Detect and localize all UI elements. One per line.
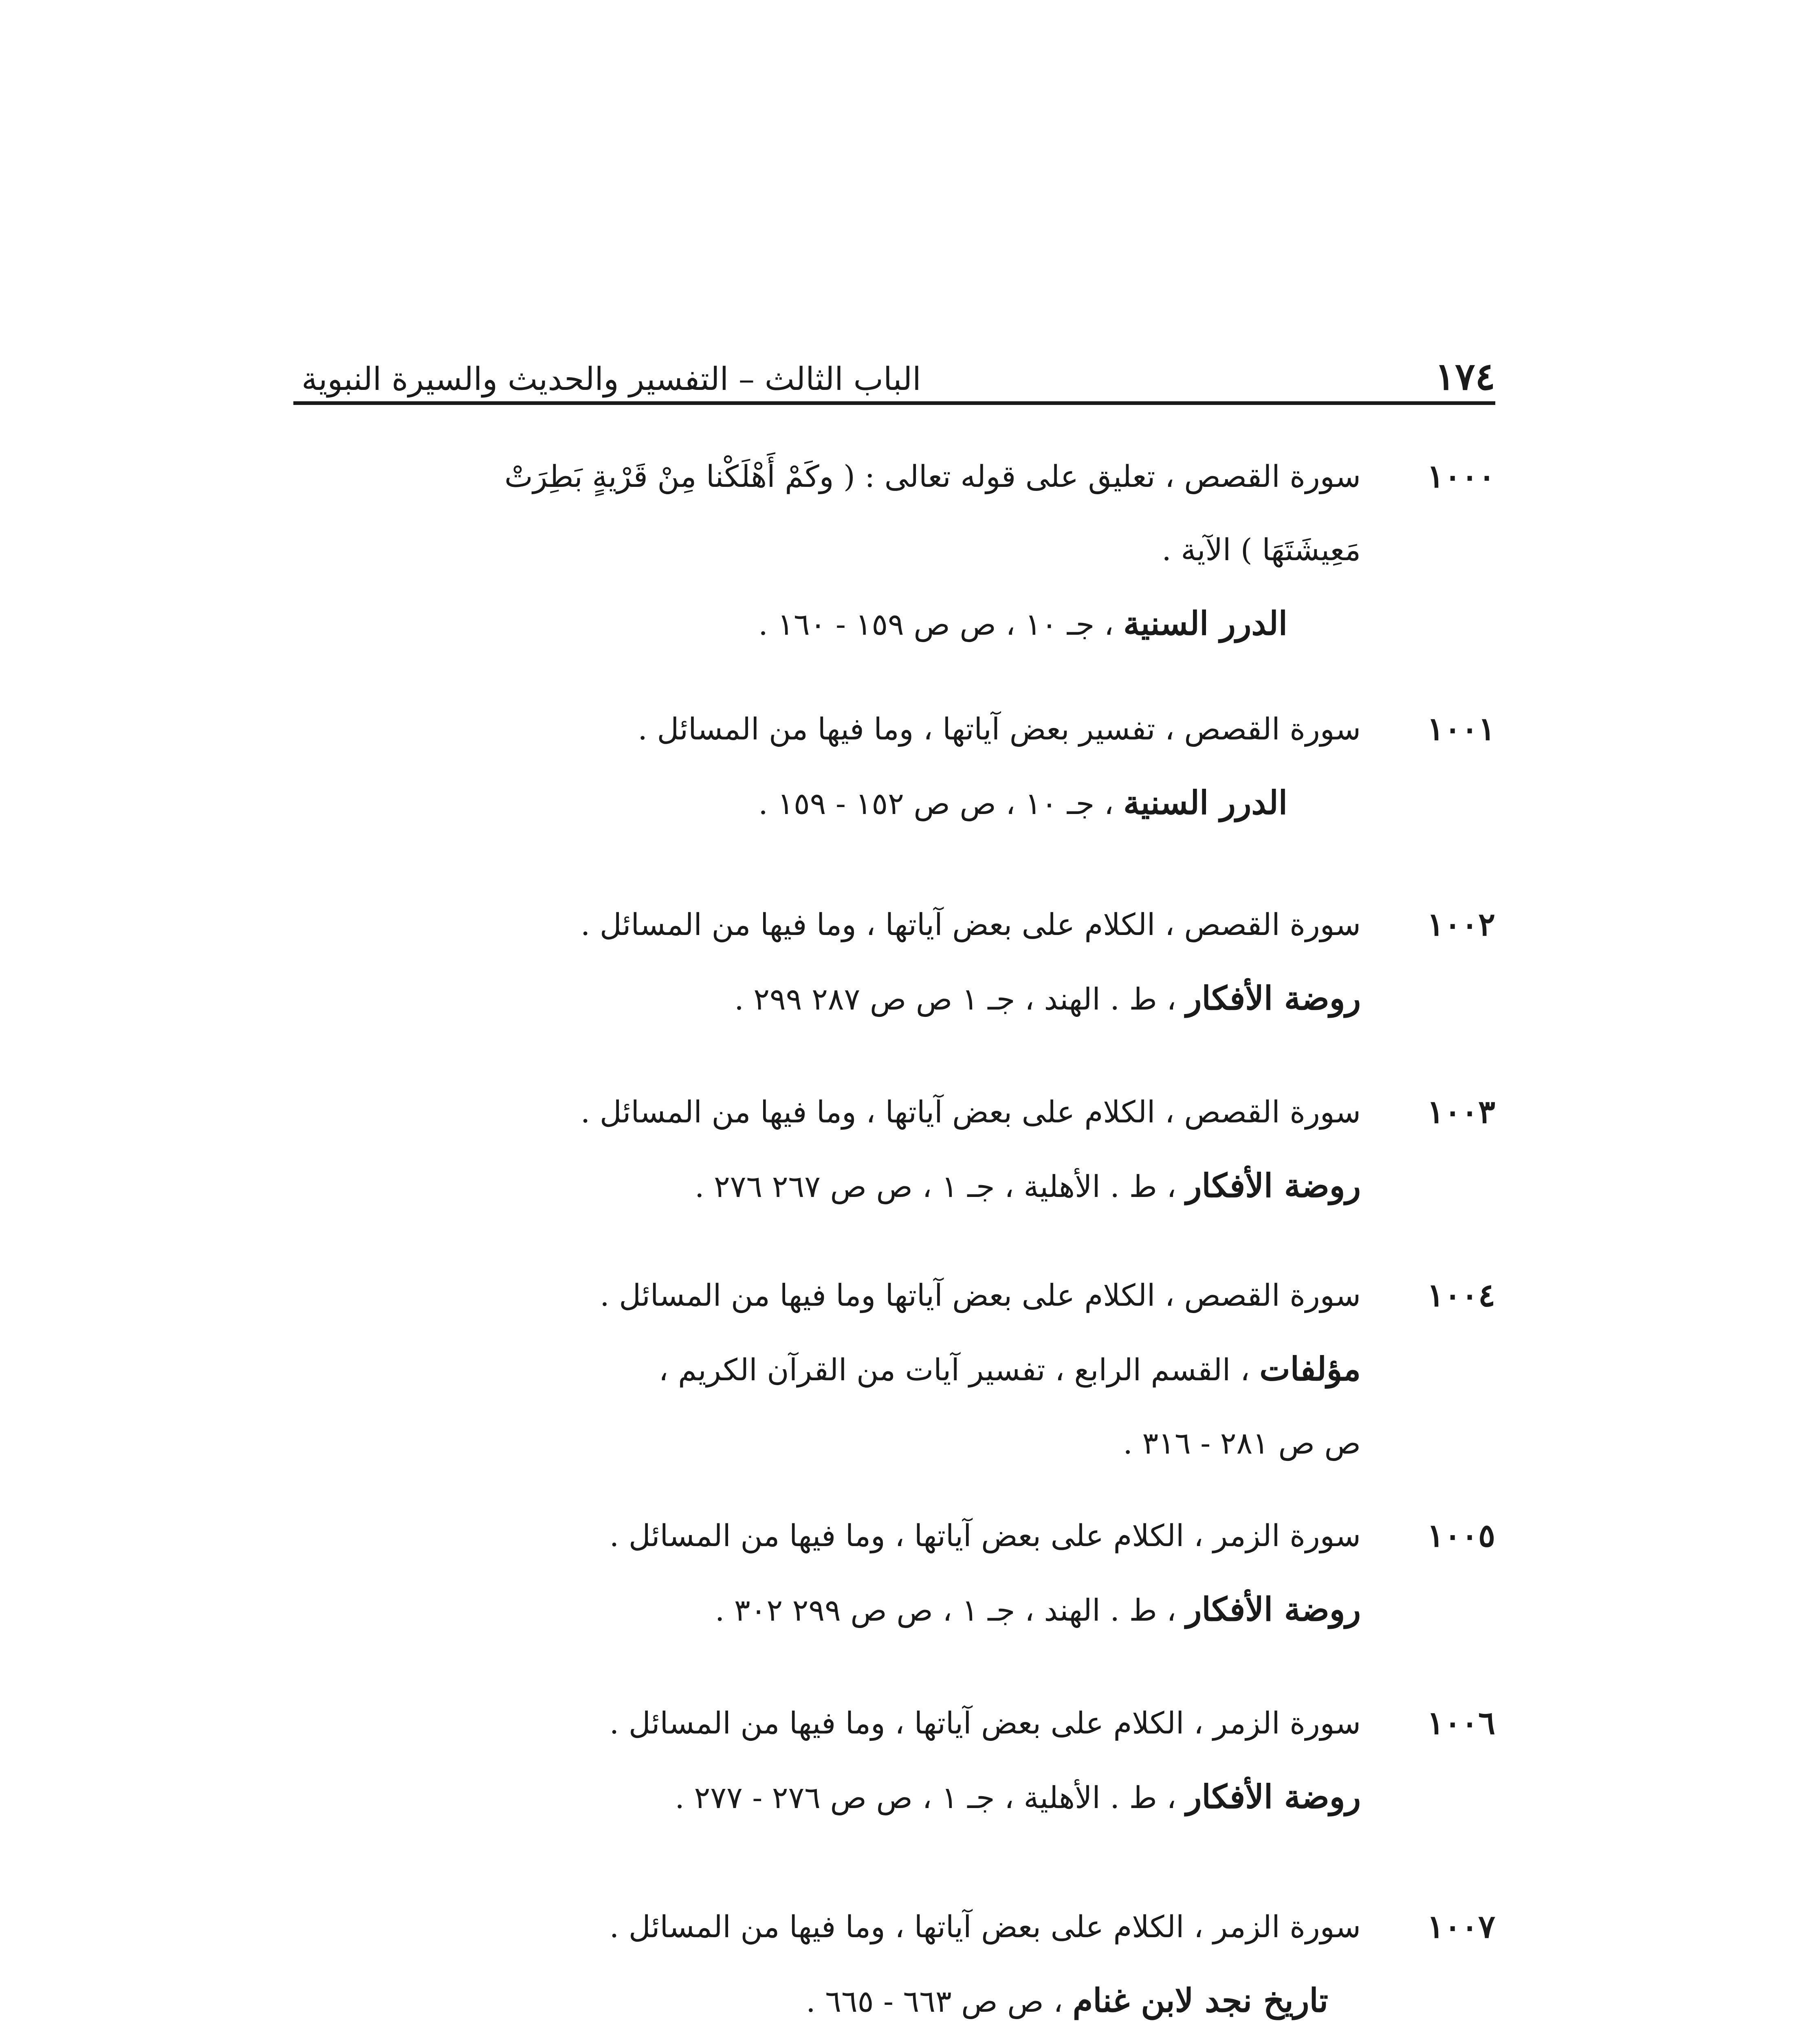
source-reference: ، القسم الرابع ، تفسير آيات من القرآن الكريم ، (658, 1353, 1250, 1388)
entry-text-line: سورة القصص ، الكلام على بعض آياتها ، وما فيها من المسائل . (580, 1095, 1361, 1130)
source-name: تاريخ نجد لابن غنام (1072, 1981, 1328, 2019)
entry-text-line: سورة القصص ، تعليق على قوله تعالى : ( وكَمْ أَهْلَكْنا مِنْ قَرْيةٍ بَطِرَتْ (504, 459, 1361, 494)
entry-text (297, 888, 1361, 961)
entry-text (297, 440, 1361, 587)
source-reference: ، ط . الأهلية ، جـ ١ ، ص ص ٢٦٧ ٢٧٦ . (694, 1169, 1177, 1204)
entry-text-line: سورة الزمر ، الكلام على بعض آياتها ، وما فيها من المسائل . (609, 1706, 1361, 1741)
source-reference: ، جـ ١٠ ، ص ص ١٥٢ - ١٥٩ . (758, 786, 1114, 821)
entry-text-line: مَعِيشَتَهَا ) الآية . (1162, 532, 1361, 568)
source-name: روضة الأفكار (1186, 1777, 1361, 1816)
entry-text (297, 1890, 1361, 1964)
source-name: روضة الأفكار (1186, 1590, 1361, 1628)
entry-number: ١٠٠٦ (1427, 1705, 1495, 1742)
entry-text-line: سورة القصص ، الكلام على بعض آياتها ، وما فيها من المسائل . (580, 907, 1361, 942)
entry-1004 (297, 1259, 1495, 1487)
entry-1005 (297, 1499, 1495, 1654)
entry-1003 (297, 1076, 1495, 1230)
source-reference: ، ص ص ٦٦٣ - ٦٦٥ . (806, 1984, 1063, 2019)
entry-body (297, 888, 1361, 1036)
entry-number: ١٠٠٧ (1427, 1908, 1495, 1945)
entry-body (297, 1499, 1361, 1647)
entry-text-line: سورة الزمر ، الكلام على بعض آياتها ، وما فيها من المسائل . (609, 1909, 1361, 1945)
source-name: الدرر السنية (1123, 604, 1287, 642)
entry-number: ١٠٠٤ (1427, 1277, 1495, 1314)
source-name: روضة الأفكار (1186, 1166, 1361, 1205)
entry-source (297, 1573, 1361, 1647)
entry-body (297, 1687, 1361, 1835)
entry-body (297, 1890, 1361, 2037)
source-reference: ، جـ ١٠ ، ص ص ١٥٩ - ١٦٠ . (758, 607, 1114, 642)
entry-text (297, 1499, 1361, 1573)
running-header (301, 334, 1495, 398)
source-name: روضة الأفكار (1186, 979, 1361, 1017)
entry-1001 (297, 693, 1495, 847)
source-reference: ، ط . الهند ، جـ ١ ، ص ص ٢٩٩ ٣٠٢ . (715, 1593, 1177, 1628)
chapter-title: الباب الثالث – التفسير والحديث والسيرة النبوية (301, 361, 921, 398)
entry-source (297, 1760, 1361, 1835)
entry-text (297, 1259, 1361, 1332)
source-reference: ، ط . الأهلية ، جـ ١ ، ص ص ٢٧٦ - ٢٧٧ . (675, 1780, 1177, 1815)
header-rule (293, 401, 1495, 405)
entry-body (297, 440, 1361, 661)
entry-text (297, 1076, 1361, 1149)
entry-number: ١٠٠٣ (1427, 1093, 1495, 1131)
entry-number: ١٠٠٢ (1427, 906, 1495, 943)
entry-1002 (297, 888, 1495, 1043)
entry-body (297, 1259, 1361, 1480)
entry-source (297, 1964, 1361, 2037)
entry-number: ١٠٠١ (1427, 711, 1495, 748)
entry-1007 (297, 1890, 1495, 2037)
source-reference-continued: ص ص ٢٨١ - ٣١٦ . (1123, 1426, 1361, 1461)
entry-body (297, 1076, 1361, 1223)
entry-text (297, 693, 1361, 766)
source-name: الدرر السنية (1123, 783, 1287, 822)
entry-text-line: سورة القصص ، تفسير بعض آياتها ، وما فيها من المسائل . (638, 712, 1361, 747)
entry-1000 (297, 440, 1495, 668)
page-number: ١٧٤ (1435, 354, 1495, 398)
entry-text (297, 1687, 1361, 1760)
entry-text-line: سورة الزمر ، الكلام على بعض آياتها ، وما فيها من المسائل . (609, 1518, 1361, 1553)
entry-number: ١٠٠٠ (1427, 458, 1495, 495)
entry-number: ١٠٠٥ (1427, 1517, 1495, 1554)
entry-source (297, 961, 1361, 1036)
entry-source (297, 587, 1361, 661)
entry-source-continued (297, 1407, 1361, 1480)
entry-1006 (297, 1687, 1495, 1841)
entry-text-line: سورة القصص ، الكلام على بعض آياتها وما فيها من المسائل . (600, 1278, 1361, 1313)
source-reference: ، ط . الهند ، جـ ١ ص ص ٢٨٧ ٢٩٩ . (734, 982, 1177, 1017)
source-name: مؤلفات (1259, 1350, 1361, 1388)
entry-body (297, 693, 1361, 840)
entry-source (297, 1149, 1361, 1223)
entry-source (297, 766, 1361, 840)
entry-source (297, 1332, 1361, 1407)
